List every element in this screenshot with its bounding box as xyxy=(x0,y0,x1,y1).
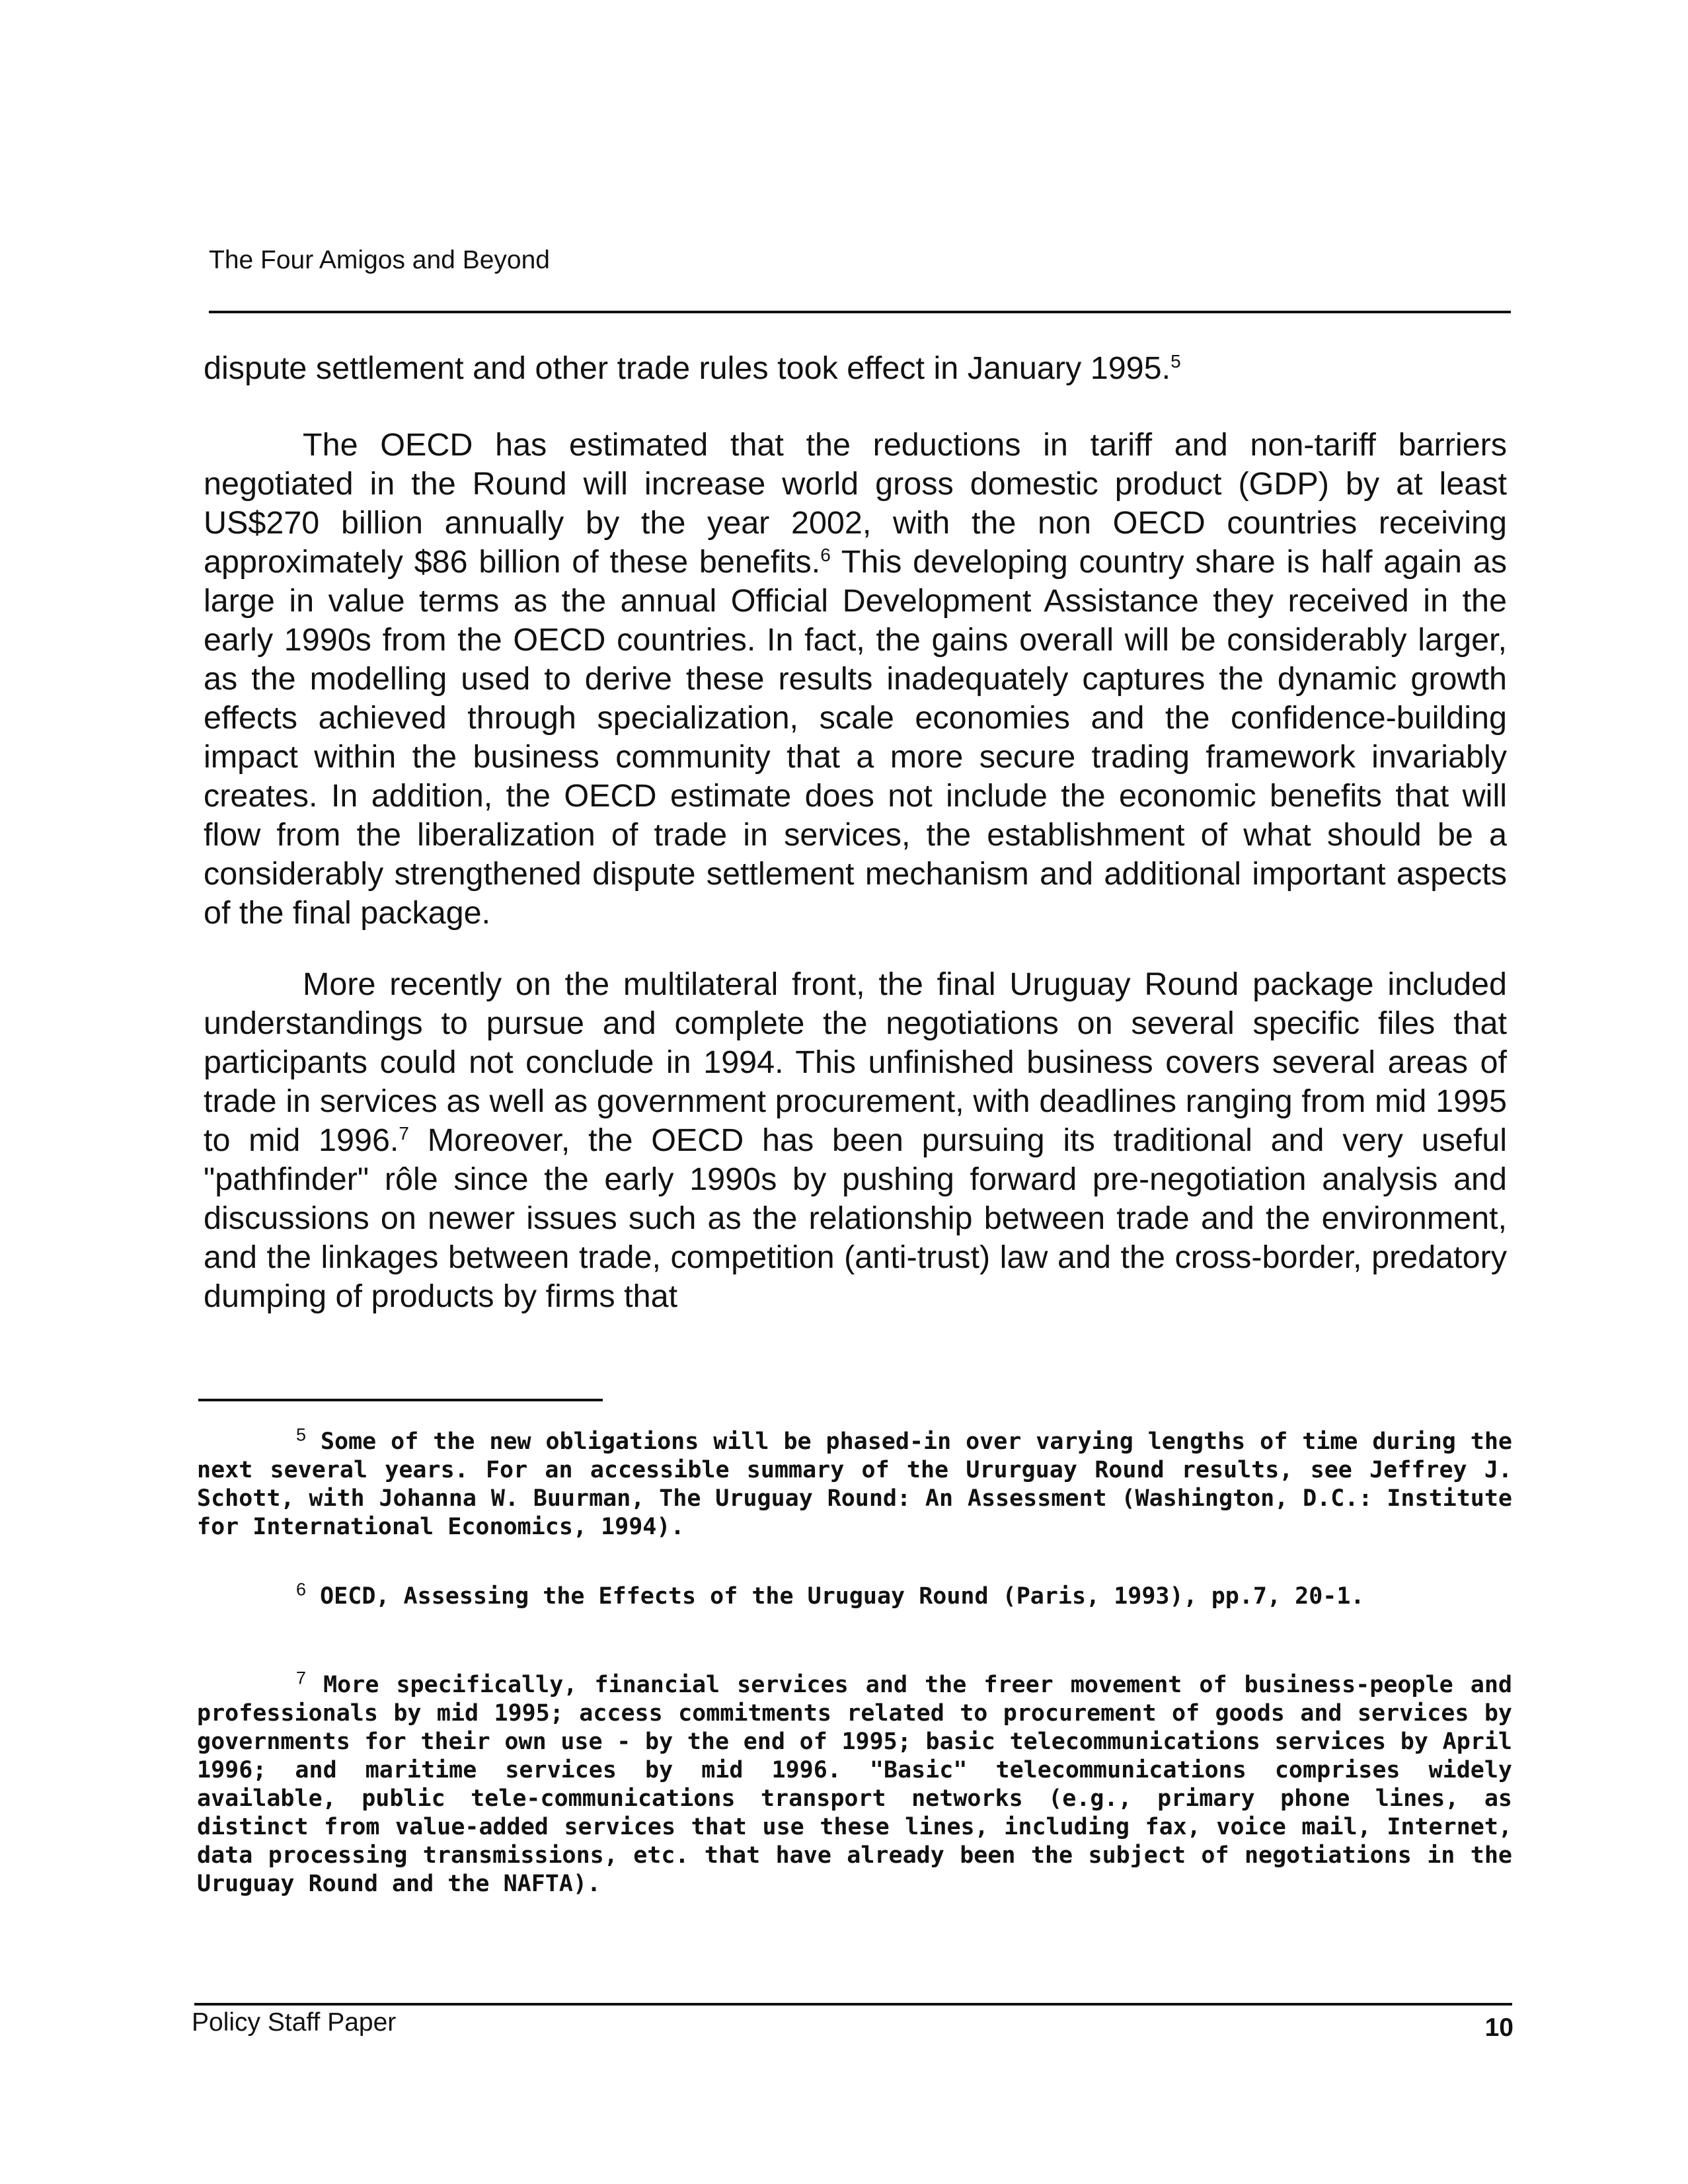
footer-publication: Policy Staff Paper xyxy=(192,2008,397,2037)
footnote-5-number: 5 xyxy=(296,1424,307,1445)
paragraph-oecd-estimate xyxy=(204,426,1507,933)
footnote-ref-7: 7 xyxy=(399,1122,409,1144)
continued-text: dispute settlement and other trade rules took effect in January 1995. xyxy=(204,350,1171,386)
paragraph-1-part-a: The OECD has estimated that the reductions in tariff and non-tariff barriers negotiated in the Round will increase world gross domestic product (GDP) by at least US$270 billion annually by the year 2002, with the non OECD countries receiving approximately $86 billion of these benefits. xyxy=(204,427,1507,580)
footnote-7 xyxy=(197,1668,1512,1898)
footnote-ref-6: 6 xyxy=(820,544,831,565)
header-rule xyxy=(209,311,1511,313)
paragraph-2-part-a: More recently on the multilateral front, the final Uruguay Round package included understandings to pursue and complete the negotiations on several specific files that participants could not conclude in 1994. This unfinished business covers several areas of trade in services as well as government procurement, with deadlines ranging from mid 1995 to mid 1996. xyxy=(204,966,1507,1158)
paragraph-multilateral-front xyxy=(204,965,1507,1316)
page-number: 10 xyxy=(1484,2013,1514,2042)
footnote-6-text: OECD, Assessing the Effects of the Uruguay Round (Paris, 1993), pp.7, 20-1. xyxy=(320,1583,1365,1610)
footnote-5 xyxy=(197,1424,1512,1541)
footnote-6 xyxy=(197,1579,1512,1611)
footnote-6-number: 6 xyxy=(296,1579,307,1600)
running-header: The Four Amigos and Beyond xyxy=(209,246,550,274)
footnote-7-number: 7 xyxy=(296,1668,307,1688)
footnote-ref-5: 5 xyxy=(1170,350,1181,371)
paragraph-2-part-b: Moreover, the OECD has been pursuing its traditional and very useful "pathfinder" rôle since the early 1990s by pushing forward pre-negotiation analysis and discussions on newer issues such as the relationship between trade and the environment, and the linkages between trade, competition (anti-trust) law and the cross-border, predatory dumping of products by firms that xyxy=(204,1122,1507,1314)
footer-rule xyxy=(194,2003,1512,2006)
paragraph-1-part-b: This developing country share is half again as large in value terms as the annual Official Development Assistance they received in the early 1990s from the OECD countries. In fact, the gains overall will be considerably larger, as the modelling used to derive these results inadequately captures the dynamic growth effects achieved through specialization, scale economies and the confidence-building impact within the business community that a more secure trading framework invariably creates. In addition, the OECD estimate does not include the economic benefits that will flow from the liberalization of trade in services, the establishment of what should be a considerably strengthened dispute settlement mechanism and additional important aspects of the final package. xyxy=(204,544,1507,931)
footnote-5-text: Some of the new obligations will be phased-in over varying lengths of time during the next several years. For an accessible summary of the Ururguay Round results, see Jeffrey J. Schott, with Johanna W. Buurman, The Uruguay Round: An Assessment (Washington, D.C.: Institute for International Economics, 1994). xyxy=(197,1428,1512,1540)
footnote-7-text: More specifically, financial services and the freer movement of business-people and professionals by mid 1995; access commitments related to procurement of goods and services by governments for their own use - by the end of 1995; basic telecommunications services by April 1996; and maritime services by mid 1996. "Basic" telecommunications comprises widely available, public tele-communications transport networks (e.g., primary phone lines, as distinct from value-added services that use these lines, including fax, voice mail, Internet, data processing transmissions, etc. that have already been the subject of negotiations in the Uruguay Round and the NAFTA). xyxy=(197,1672,1512,1897)
footnote-separator xyxy=(198,1399,603,1401)
continued-text-line xyxy=(204,349,1507,388)
